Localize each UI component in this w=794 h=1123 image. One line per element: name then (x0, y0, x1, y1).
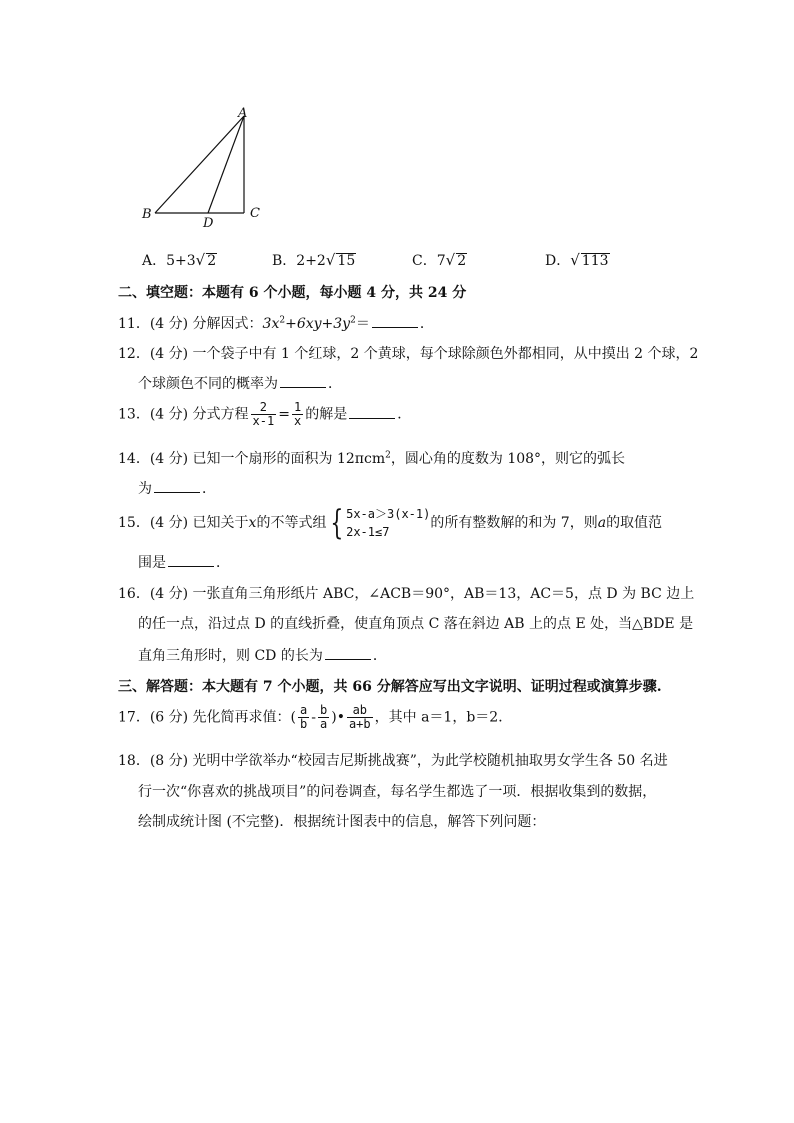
answer-blank (325, 647, 371, 660)
question-16-line3: 直角三角形时，则 CD 的长为 ． (138, 648, 387, 664)
question-12-line2: 个球颜色不同的概率为 ． (138, 376, 342, 392)
question-13: 13．(4 分) 分式方程 $\frac{2}{x-1}$ = $\frac{1}{x}$ 的解是 ． (118, 400, 412, 428)
question-16-line2: 的任一点，沿过点 D 的直线折叠，使直角顶点 C 落在斜边 AB 上的点 E 处，当△BDE 是 (138, 616, 694, 632)
fraction-2: $\frac{1}{x}$ (293, 400, 302, 428)
answer-blank (168, 554, 214, 567)
side-ab (155, 116, 244, 213)
question-15-line1: 15．(4 分) 已知关于x的不等式组 { 5x-a＞3(x-1) 2x-1≤7 的所有整数解的和为 7，则a的取值范 (118, 503, 663, 543)
option-a: A．5+3√ 2 (142, 251, 217, 269)
question-17: 17．(6 分) 先化简再求值：( $\frac{a}{b}$ - $\frac{b}{a}$ )• $\frac{ab}{a+b}$ ，其中 a＝1，b＝2． (118, 703, 513, 731)
segment-ad (208, 116, 244, 213)
answer-blank (349, 406, 395, 419)
section3-heading: 三、解答题：本大题有 7 个小题，共 66 分解答应写出文字说明、证明过程或演算步骤. (118, 679, 662, 695)
question-14-line1: 14．(4 分) 已知一个扇形的面积为 12πcm$^2$，圆心角的度数为 108°，则它的弧长 (118, 450, 626, 467)
section2-heading: 二、填空题：本题有 6 个小题，每小题 4 分，共 24 分 (118, 285, 467, 301)
label-c: C (250, 206, 260, 221)
question-16-line1: 16．(4 分) 一张直角三角形纸片 ABC，∠ACB＝90°，AB＝13，AC＝5，点 D 为 BC 边上 (118, 586, 695, 602)
question-18-line1: 18．(8 分) 光明中学欲举办“校园吉尼斯挑战赛”，为此学校随机抽取男女学生各 50 名进 (118, 753, 668, 769)
fraction-b-a: $\frac{b}{a}$ (319, 703, 328, 731)
inequality-system: 5x-a＞3(x-1) 2x-1≤7 (346, 507, 431, 539)
fraction-ab: $\frac{ab}{a+b}$ (348, 703, 371, 731)
question-11: 11．(4 分) 分解因式：$3x^2+6xy+3y^2=$ ． (118, 315, 434, 332)
question-14-line2: 为 ． (138, 481, 216, 497)
question-18-line2: 行一次“你喜欢的挑战项目”的问卷调查，每名学生都选了一项．根据收集到的数据， (138, 784, 657, 800)
option-c: C．7√ 2 (412, 251, 467, 269)
fraction-a-b: $\frac{a}{b}$ (300, 703, 308, 731)
brace-icon: { (330, 503, 344, 543)
answer-blank (280, 375, 326, 388)
fraction-1: $\frac{2}{x-1}$ (252, 400, 275, 428)
question-18-line3: 绘制成统计图 (不完整)．根据统计图表中的信息，解答下列问题： (138, 814, 546, 830)
question-12-line1: 12．(4 分) 一个袋子中有 1 个红球，2 个黄球，每个球除颜色外都相同，从中摸出 2 个球，2 (118, 346, 699, 362)
label-a: A (238, 106, 248, 121)
label-d: D (203, 216, 214, 231)
answer-blank (154, 480, 200, 493)
answer-blank (372, 315, 418, 328)
option-d: D．√ 113 (545, 251, 609, 269)
option-b: B．2+2√ 15 (272, 251, 356, 269)
label-b: B (142, 207, 152, 222)
question-15-line2: 围是 ． (138, 555, 230, 571)
